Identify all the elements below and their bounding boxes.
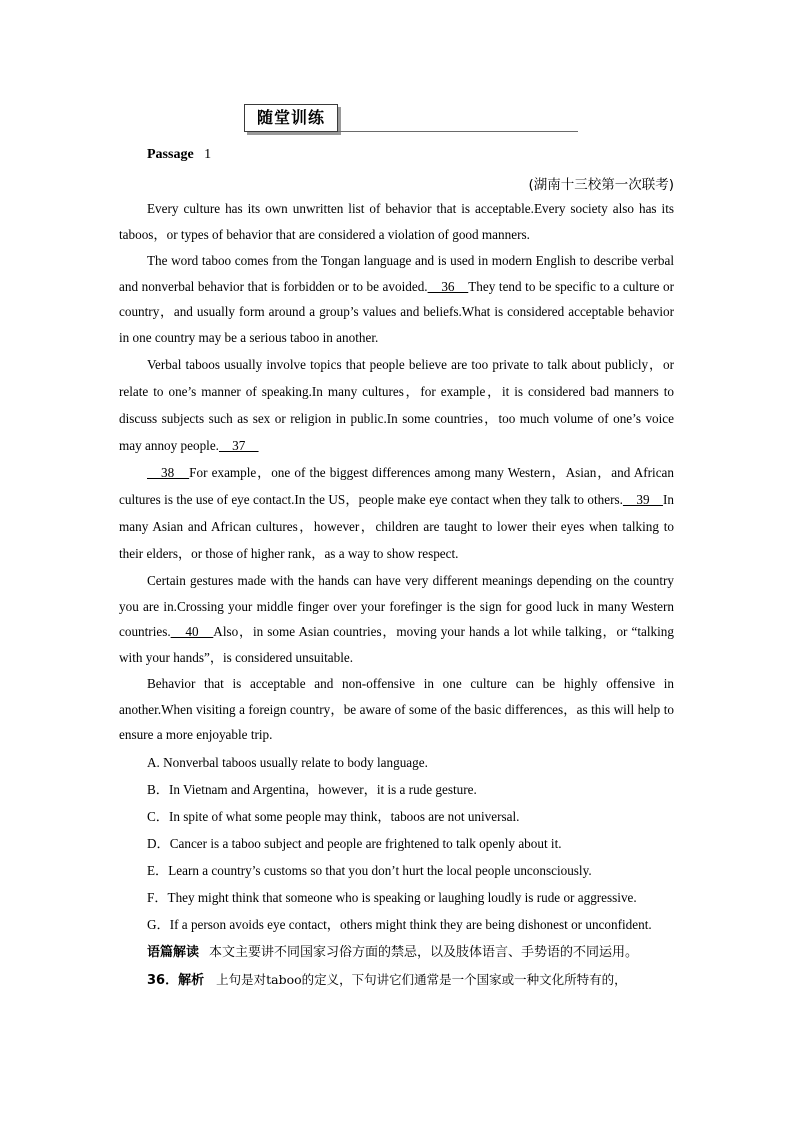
paragraph-3: [119, 351, 674, 459]
paragraph-4: [119, 459, 674, 567]
explanation-36-label: 36．解析: [147, 972, 205, 988]
passage-source: (湖南十三校第一次联考): [528, 177, 674, 193]
paragraph-2-text-a: The word taboo comes from the Tongan language and is used in modern English to describe verbal and nonverbal behavior that is forbidden or to be avoided.: [119, 253, 674, 294]
paragraph-3-text: Verbal taboos usually involve topics that people believe are too private to talk about publicly，or relate to one’s manner of speaking.In many cultures，for example，it is considered bad manners to discuss subjects such as sex or religion in public.In some countries，too much volume of one’s voice may annoy people.: [119, 357, 674, 453]
paragraph-2-text-b: They tend to be specific to a culture or country，and usually form around a group’s values and beliefs.What is considered acceptable behavior in one country may be a serious taboo in another.: [119, 278, 675, 345]
option-e: E．Learn a country’s customs so that you don’t hurt the local people unconsciously.: [147, 862, 592, 878]
paragraph-5-text-b: Also，in some Asian countries，moving your hands a lot while talking，or “talking with your hands”，is considered unsuitable.: [119, 624, 674, 665]
option-b: B．In Vietnam and Argentina，however，it is a rude gesture.: [147, 781, 477, 797]
option-d: D．Cancer is a taboo subject and people are frightened to talk openly about it.: [147, 835, 562, 851]
blank-38: 38: [147, 465, 190, 480]
option-a: A. Nonverbal taboos usually relate to body language.: [147, 754, 428, 770]
section-title: 随堂训练: [244, 104, 338, 132]
blank-39: 39: [622, 492, 663, 507]
passage-title: [147, 147, 211, 163]
analysis-label: 语篇解读: [147, 944, 200, 960]
paragraph-5: [119, 568, 674, 670]
paragraph-6: Behavior that is acceptable and non-offensive in one culture can be highly offensive in another.When visiting a foreign country，be aware of some of the basic differences，as this will help to ensure a more enjoyable trip.: [119, 676, 674, 742]
passage-analysis: [119, 938, 674, 966]
blank-36: 36: [427, 278, 469, 294]
paragraph-2: [119, 248, 674, 350]
blank-37: 37: [218, 438, 259, 453]
paragraph-1: Every culture has its own unwritten list of behavior that is acceptable.Every society also has its taboos，or types of behavior that are considered a violation of good manners.: [119, 201, 674, 242]
option-c: C．In spite of what some people may think，taboos are not universal.: [147, 808, 520, 824]
option-g: G．If a person avoids eye contact，others might think they are being dishonest or unconfident.: [147, 916, 652, 932]
paragraph-4-text-b: In many Asian and African cultures，however，children are taught to lower their eyes when talking to their elders，or those of higher rank，as a way to show respect.: [119, 492, 674, 561]
passage-label: Passage: [147, 147, 194, 162]
option-f: F．They might think that someone who is speaking or laughing loudly is rude or aggressive.: [147, 889, 637, 905]
analysis-text: 本文主要讲不同国家习俗方面的禁忌，以及肢体语言、手势语的不同运用。: [209, 944, 639, 960]
blank-40: 40: [170, 624, 214, 639]
passage-number: 1: [204, 147, 212, 162]
section-divider: [338, 131, 578, 132]
section-header: [244, 104, 578, 134]
paragraph-5-text-a: Certain gestures made with the hands can have very different meanings depending on the country you are in.Crossing your middle finger over your forefinger is the sign for good luck in many Western countries.: [119, 573, 674, 639]
explanation-36: [119, 966, 674, 994]
passage-content: [119, 196, 674, 994]
paragraph-4-text-a: For example，one of the biggest differences among many Western，Asian，and African cultures is the use of eye contact.In the US，people make eye contact when they talk to others.: [119, 465, 674, 507]
answer-options: [119, 749, 674, 938]
explanation-36-text: 上句是对taboo的定义，下句讲它们通常是一个国家或一种文化所特有的，: [216, 971, 627, 987]
